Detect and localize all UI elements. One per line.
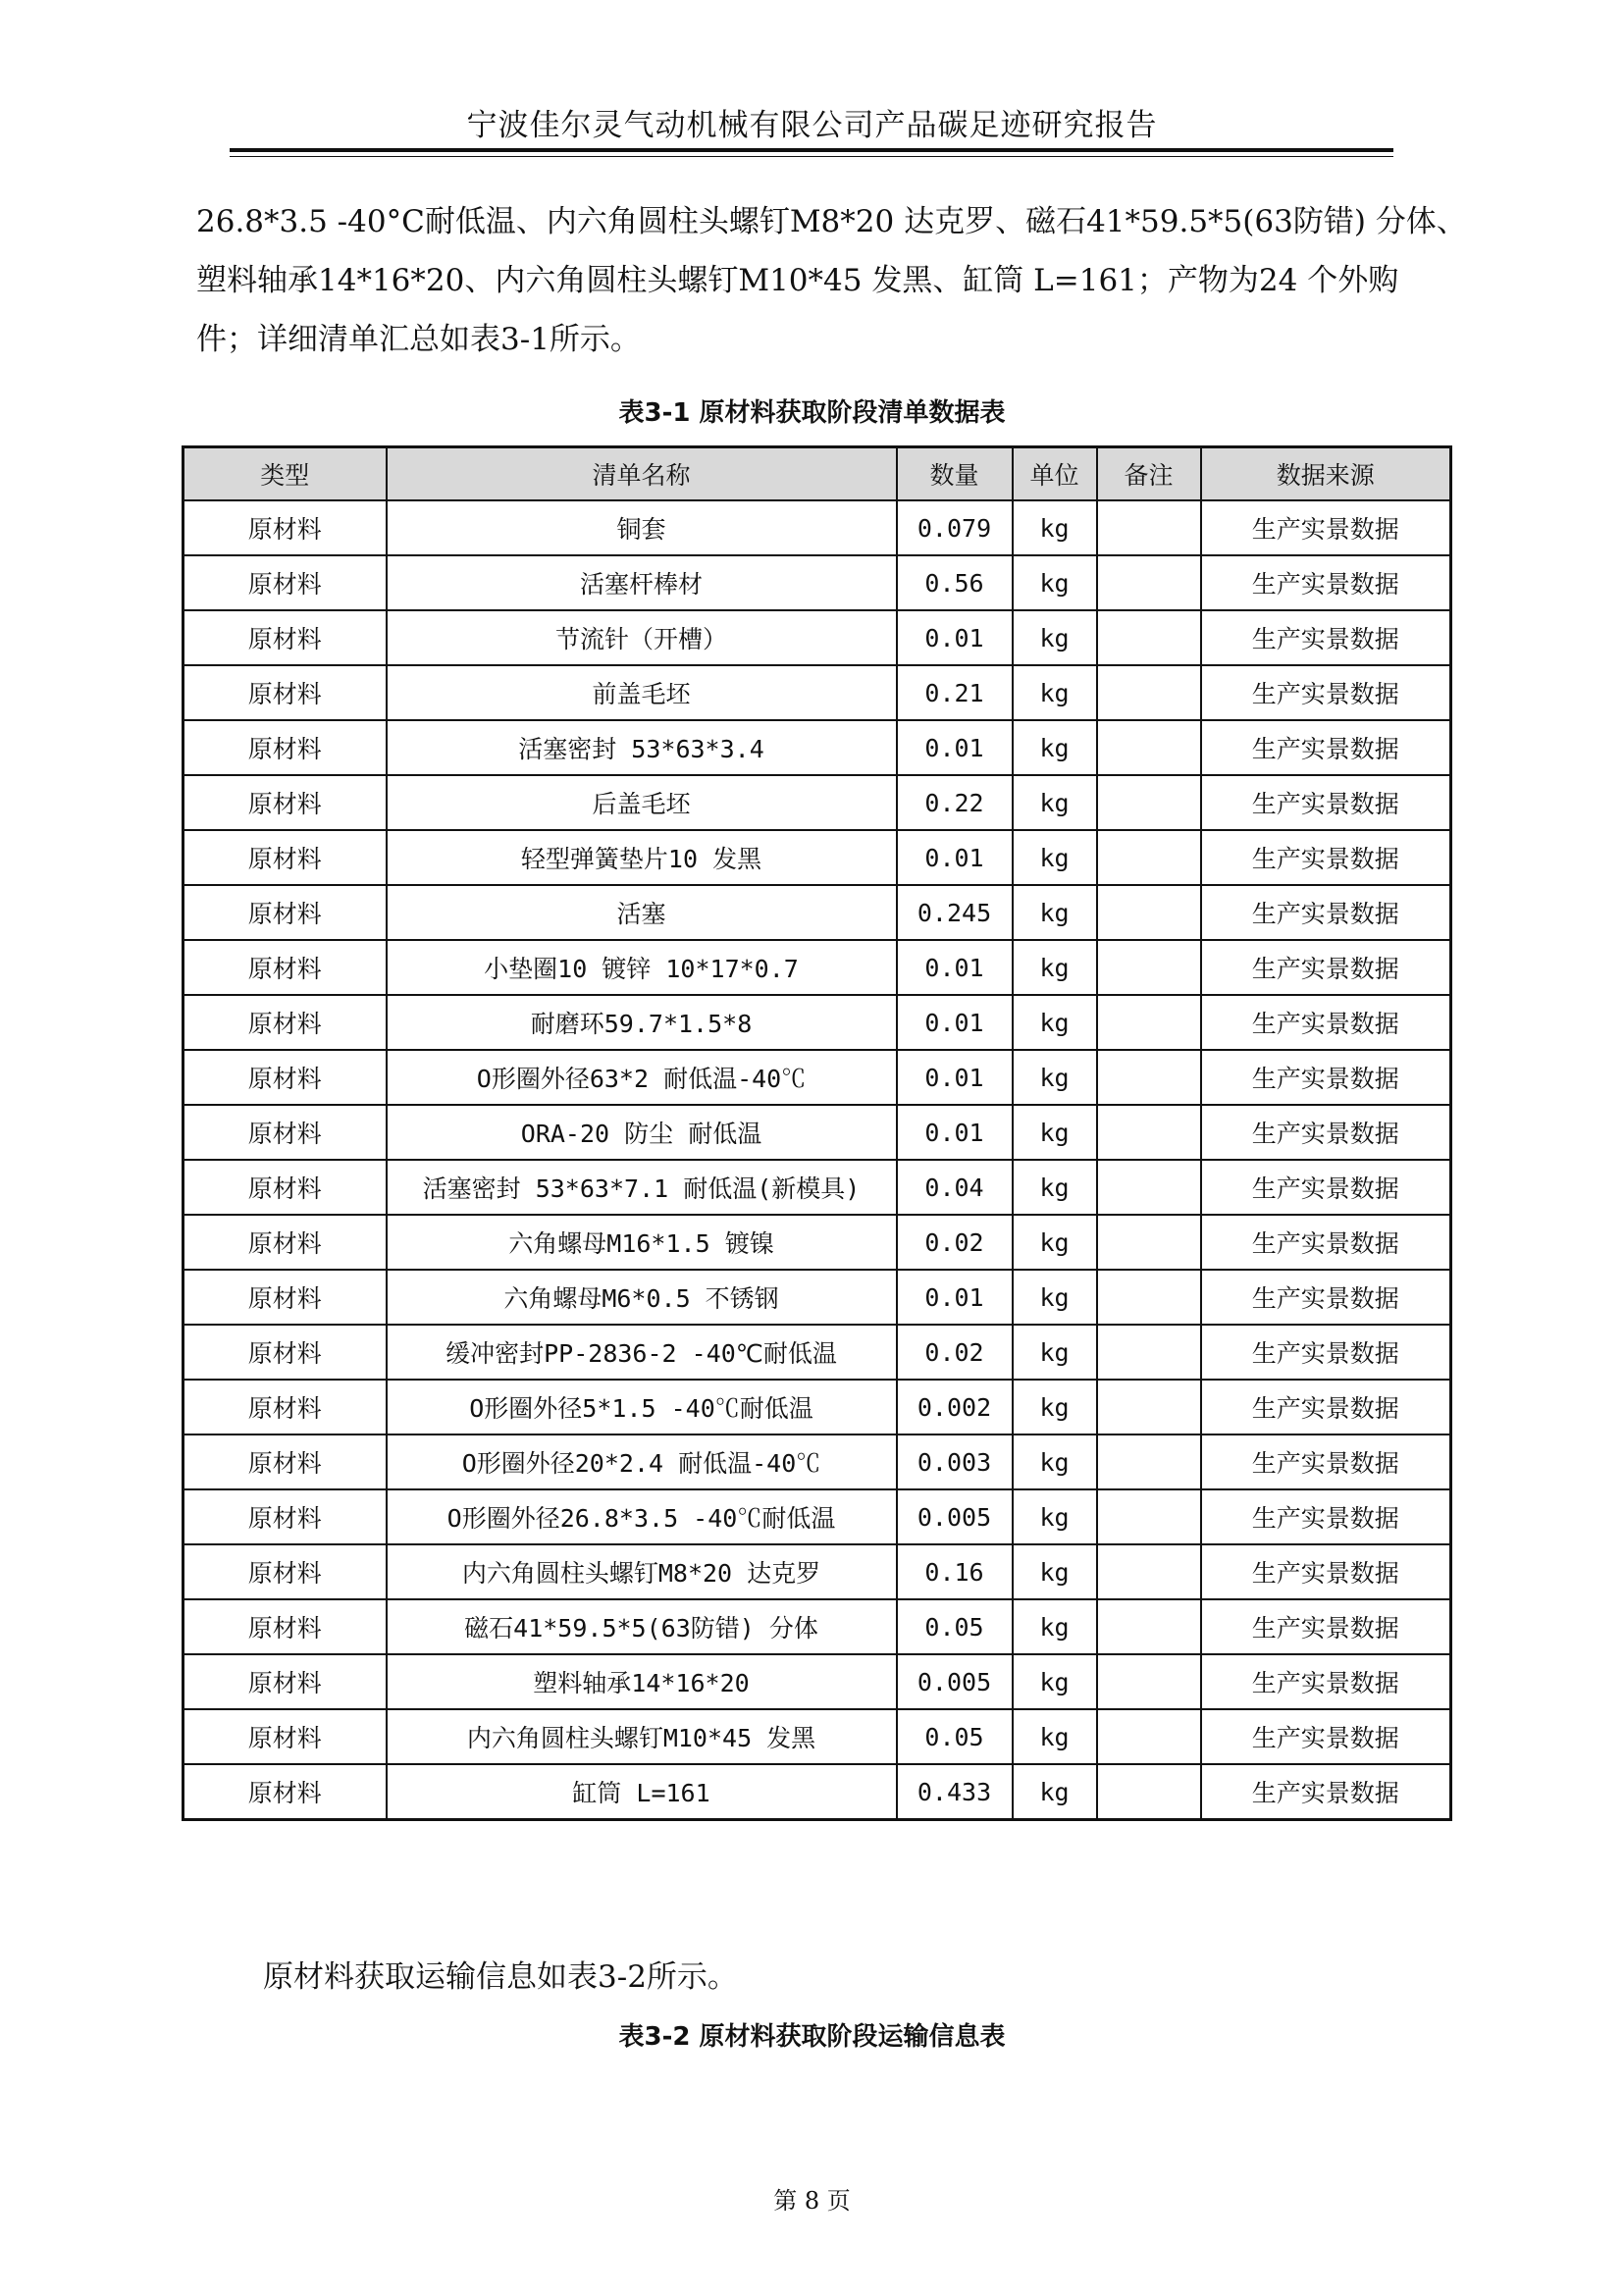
item-name-cell: 缸筒 L=161 [387,1764,897,1820]
report-header-title: 宁波佳尔灵气动机械有限公司产品碳足迹研究报告 [466,108,1158,143]
type-cell: 原材料 [183,775,387,830]
quantity-cell: 0.01 [897,830,1013,885]
unit-cell: kg [1013,1105,1097,1160]
remark-cell [1097,1489,1201,1544]
type-cell: 原材料 [183,995,387,1050]
type-cell: 原材料 [183,555,387,610]
item-name-cell: 塑料轴承14*16*20 [387,1654,897,1709]
remark-cell [1097,610,1201,665]
table-row [183,555,1451,610]
item-name-cell: 活塞 [387,885,897,940]
unit-cell: kg [1013,1160,1097,1215]
quantity-cell: 0.01 [897,1270,1013,1325]
unit-cell: kg [1013,720,1097,775]
quantity-cell: 0.22 [897,775,1013,830]
unit-cell: kg [1013,995,1097,1050]
remark-cell [1097,1544,1201,1599]
table-3-1-caption: 表3-1 原材料获取阶段清单数据表 [618,398,1006,428]
remark-cell [1097,775,1201,830]
remark-cell [1097,1764,1201,1820]
table-row [183,1489,1451,1544]
quantity-cell: 0.02 [897,1325,1013,1380]
item-name-cell: 内六角圆柱头螺钉M8*20 达克罗 [387,1544,897,1599]
remark-cell [1097,720,1201,775]
unit-cell: kg [1013,830,1097,885]
item-name-cell: O形圈外径26.8*3.5 -40℃耐低温 [387,1489,897,1544]
remark-cell [1097,1599,1201,1654]
table-row [183,885,1451,940]
item-name-cell: 内六角圆柱头螺钉M10*45 发黑 [387,1709,897,1764]
remark-cell [1097,555,1201,610]
materials-inventory-table [182,445,1452,1821]
data-source-cell: 生产实景数据 [1201,1325,1451,1380]
item-name-cell: 六角螺母M6*0.5 不锈钢 [387,1270,897,1325]
table-row [183,500,1451,555]
type-cell: 原材料 [183,1599,387,1654]
item-name-cell: 耐磨环59.7*1.5*8 [387,995,897,1050]
type-cell: 原材料 [183,500,387,555]
data-source-cell: 生产实景数据 [1201,1215,1451,1270]
remark-cell [1097,1709,1201,1764]
remark-cell [1097,1325,1201,1380]
item-name-cell: 缓冲密封PP-2836-2 -40℃耐低温 [387,1325,897,1380]
unit-cell: kg [1013,775,1097,830]
column-header: 清单名称 [387,447,897,501]
remark-cell [1097,995,1201,1050]
quantity-cell: 0.003 [897,1434,1013,1489]
unit-cell: kg [1013,1654,1097,1709]
type-cell: 原材料 [183,610,387,665]
table-3-2-caption: 表3-2 原材料获取阶段运输信息表 [618,2022,1006,2052]
item-name-cell: 前盖毛坯 [387,665,897,720]
type-cell: 原材料 [183,720,387,775]
table-row [183,720,1451,775]
data-source-cell: 生产实景数据 [1201,610,1451,665]
table-row [183,1325,1451,1380]
item-name-cell: 节流针（开槽） [387,610,897,665]
table-row [183,775,1451,830]
quantity-cell: 0.04 [897,1160,1013,1215]
item-name-cell: 活塞密封 53*63*3.4 [387,720,897,775]
quantity-cell: 0.005 [897,1654,1013,1709]
intro-line-1: 26.8*3.5 -40°C耐低温、内六角圆柱头螺钉M8*20 达克罗、磁石41*59.5*5(63防错) 分体、 [196,204,1467,239]
column-header: 数量 [897,447,1013,501]
unit-cell: kg [1013,1709,1097,1764]
unit-cell: kg [1013,555,1097,610]
table-row [183,1709,1451,1764]
table-row [183,995,1451,1050]
data-source-cell: 生产实景数据 [1201,500,1451,555]
item-name-cell: 磁石41*59.5*5(63防错) 分体 [387,1599,897,1654]
item-name-cell: 活塞密封 53*63*7.1 耐低温(新模具) [387,1160,897,1215]
quantity-cell: 0.002 [897,1380,1013,1434]
unit-cell: kg [1013,610,1097,665]
remark-cell [1097,1160,1201,1215]
type-cell: 原材料 [183,1105,387,1160]
unit-cell: kg [1013,500,1097,555]
remark-cell [1097,1270,1201,1325]
table-row [183,1654,1451,1709]
item-name-cell: 六角螺母M16*1.5 镀镍 [387,1215,897,1270]
table-row [183,1160,1451,1215]
column-header: 数据来源 [1201,447,1451,501]
intro-line-3: 件；详细清单汇总如表3-1所示。 [196,322,641,357]
item-name-cell: 后盖毛坯 [387,775,897,830]
data-source-cell: 生产实景数据 [1201,1544,1451,1599]
type-cell: 原材料 [183,1654,387,1709]
data-source-cell: 生产实景数据 [1201,1380,1451,1434]
data-source-cell: 生产实景数据 [1201,1599,1451,1654]
table-row [183,1434,1451,1489]
quantity-cell: 0.433 [897,1764,1013,1820]
unit-cell: kg [1013,1764,1097,1820]
data-source-cell: 生产实景数据 [1201,1709,1451,1764]
unit-cell: kg [1013,1544,1097,1599]
item-name-cell: O形圈外径20*2.4 耐低温-40℃ [387,1434,897,1489]
table-row [183,1050,1451,1105]
quantity-cell: 0.01 [897,720,1013,775]
quantity-cell: 0.245 [897,885,1013,940]
data-source-cell: 生产实景数据 [1201,1764,1451,1820]
type-cell: 原材料 [183,1544,387,1599]
remark-cell [1097,1654,1201,1709]
quantity-cell: 0.01 [897,1050,1013,1105]
unit-cell: kg [1013,1215,1097,1270]
table-row [183,1380,1451,1434]
unit-cell: kg [1013,1599,1097,1654]
type-cell: 原材料 [183,885,387,940]
remark-cell [1097,830,1201,885]
item-name-cell: 铜套 [387,500,897,555]
data-source-cell: 生产实景数据 [1201,830,1451,885]
item-name-cell: 轻型弹簧垫片10 发黑 [387,830,897,885]
header-divider [230,148,1393,152]
quantity-cell: 0.01 [897,995,1013,1050]
table-row [183,1764,1451,1820]
type-cell: 原材料 [183,830,387,885]
quantity-cell: 0.01 [897,940,1013,995]
data-source-cell: 生产实景数据 [1201,720,1451,775]
remark-cell [1097,1050,1201,1105]
data-source-cell: 生产实景数据 [1201,1160,1451,1215]
remark-cell [1097,1215,1201,1270]
remark-cell [1097,500,1201,555]
remark-cell [1097,1434,1201,1489]
data-source-cell: 生产实景数据 [1201,1654,1451,1709]
type-cell: 原材料 [183,665,387,720]
data-source-cell: 生产实景数据 [1201,885,1451,940]
data-source-cell: 生产实景数据 [1201,775,1451,830]
type-cell: 原材料 [183,1764,387,1820]
remark-cell [1097,940,1201,995]
quantity-cell: 0.16 [897,1544,1013,1599]
type-cell: 原材料 [183,1160,387,1215]
column-header: 备注 [1097,447,1201,501]
intro-line-2: 塑料轴承14*16*20、内六角圆柱头螺钉M10*45 发黑、缸筒 L=161；产物为24 个外购 [196,263,1399,298]
remark-cell [1097,885,1201,940]
header-divider-thin [230,156,1393,157]
table-header-row [183,447,1451,501]
type-cell: 原材料 [183,940,387,995]
quantity-cell: 0.05 [897,1709,1013,1764]
type-cell: 原材料 [183,1050,387,1105]
quantity-cell: 0.21 [897,665,1013,720]
type-cell: 原材料 [183,1709,387,1764]
item-name-cell: 小垫圈10 镀锌 10*17*0.7 [387,940,897,995]
type-cell: 原材料 [183,1325,387,1380]
quantity-cell: 0.01 [897,1105,1013,1160]
item-name-cell: 活塞杆棒材 [387,555,897,610]
unit-cell: kg [1013,1434,1097,1489]
unit-cell: kg [1013,665,1097,720]
quantity-cell: 0.05 [897,1599,1013,1654]
item-name-cell: O形圈外径5*1.5 -40℃耐低温 [387,1380,897,1434]
table-row [183,1215,1451,1270]
quantity-cell: 0.56 [897,555,1013,610]
table-row [183,610,1451,665]
column-header: 类型 [183,447,387,501]
unit-cell: kg [1013,1380,1097,1434]
data-source-cell: 生产实景数据 [1201,1270,1451,1325]
table-row [183,1270,1451,1325]
remark-cell [1097,1105,1201,1160]
remark-cell [1097,665,1201,720]
item-name-cell: O形圈外径63*2 耐低温-40℃ [387,1050,897,1105]
unit-cell: kg [1013,1489,1097,1544]
column-header: 单位 [1013,447,1097,501]
table-row [183,1544,1451,1599]
page-number: 第 8 页 [773,2187,851,2215]
data-source-cell: 生产实景数据 [1201,940,1451,995]
type-cell: 原材料 [183,1215,387,1270]
item-name-cell: ORA-20 防尘 耐低温 [387,1105,897,1160]
quantity-cell: 0.079 [897,500,1013,555]
type-cell: 原材料 [183,1489,387,1544]
transport-paragraph: 原材料获取运输信息如表3-2所示。 [263,1959,738,1995]
table-row [183,1105,1451,1160]
quantity-cell: 0.005 [897,1489,1013,1544]
quantity-cell: 0.01 [897,610,1013,665]
table-row [183,940,1451,995]
data-source-cell: 生产实景数据 [1201,1050,1451,1105]
quantity-cell: 0.02 [897,1215,1013,1270]
unit-cell: kg [1013,1325,1097,1380]
unit-cell: kg [1013,885,1097,940]
table-row [183,665,1451,720]
data-source-cell: 生产实景数据 [1201,1105,1451,1160]
data-source-cell: 生产实景数据 [1201,1489,1451,1544]
unit-cell: kg [1013,1270,1097,1325]
unit-cell: kg [1013,1050,1097,1105]
data-source-cell: 生产实景数据 [1201,665,1451,720]
data-source-cell: 生产实景数据 [1201,555,1451,610]
data-source-cell: 生产实景数据 [1201,995,1451,1050]
unit-cell: kg [1013,940,1097,995]
table-row [183,1599,1451,1654]
type-cell: 原材料 [183,1270,387,1325]
table-row [183,830,1451,885]
type-cell: 原材料 [183,1380,387,1434]
remark-cell [1097,1380,1201,1434]
data-source-cell: 生产实景数据 [1201,1434,1451,1489]
type-cell: 原材料 [183,1434,387,1489]
